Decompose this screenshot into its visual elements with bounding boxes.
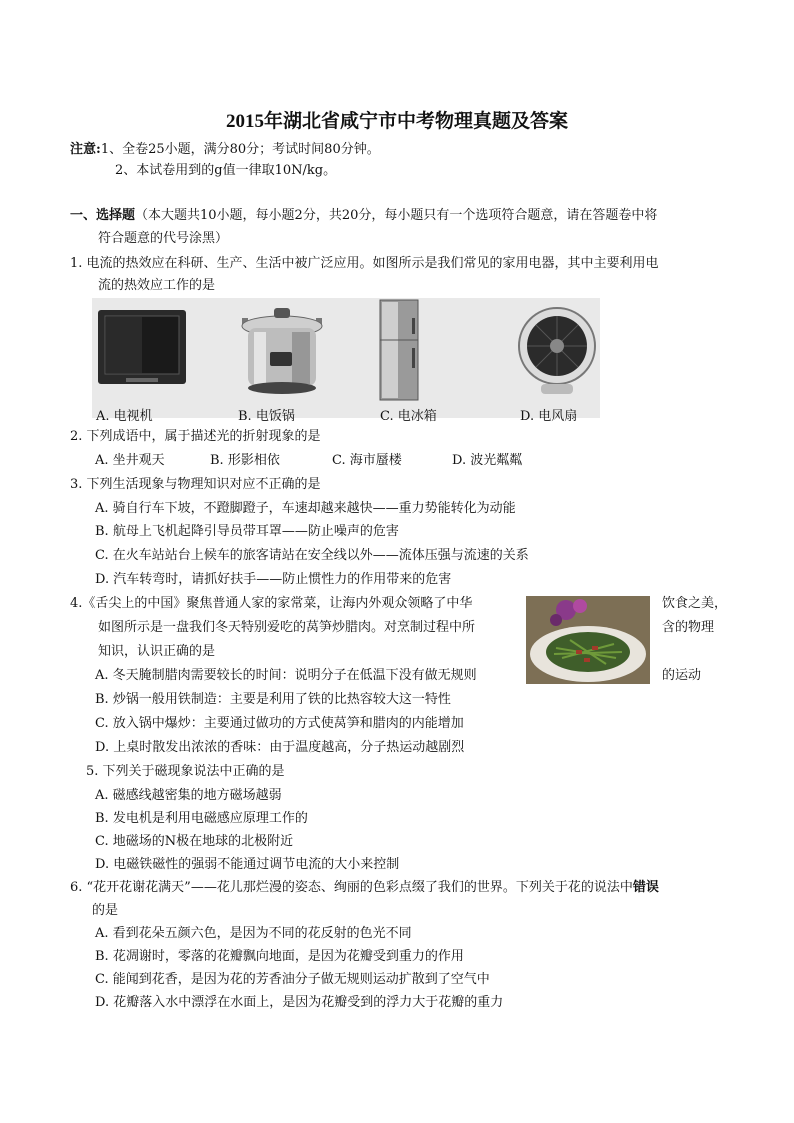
notice-line-1 <box>70 141 380 159</box>
q2-option-d: D. 波光粼粼 <box>452 453 523 468</box>
q6-option-d: D. 花瓣落入水中漂浮在水面上，是因为花瓣受到的浮力大于花瓣的重力 <box>95 995 504 1010</box>
notice-label: 注意: <box>70 142 101 157</box>
section-heading-note: （本大题共10小题，每小题2分，共20分，每小题只有一个选项符合题意，请在答题卷中将 <box>135 208 658 223</box>
section-heading-label: 一、选择题 <box>70 208 136 223</box>
q4-stem-line-3: 知识，认识正确的是 <box>98 644 216 659</box>
q4-option-a-part-1: A. 冬天腌制腊肉需要较长的时间：说明分子在低温下没有做无规则 <box>95 668 477 683</box>
q4-stem-line-1b: 饮食之美， <box>662 596 728 611</box>
q5-stem: 5. 下列关于磁现象说法中正确的是 <box>86 764 285 779</box>
q1-caption-a: A. 电视机 <box>96 409 153 424</box>
q4-option-b: B. 炒锅一般用铁制造：主要是利用了铁的比热容较大这一特性 <box>95 692 451 707</box>
stir-fry-dish-photo <box>526 596 650 684</box>
q4-option-c: C. 放入锅中爆炒：主要通过做功的方式使莴笋和腊肉的内能增加 <box>95 716 464 731</box>
q6-option-c: C. 能闻到花香，是因为花的芳香油分子做无规则运动扩散到了空气中 <box>95 972 490 987</box>
q1-stem-line-2: 流的热效应工作的是 <box>98 278 216 293</box>
q3-option-a: A. 骑自行车下坡，不蹬脚蹬子，车速却越来越快——重力势能转化为动能 <box>95 501 516 516</box>
q2-stem: 2. 下列成语中，属于描述光的折射现象的是 <box>70 429 321 444</box>
refrigerator-image <box>374 298 424 402</box>
q3-option-d: D. 汽车转弯时，请抓好扶手——防止惯性力的作用带来的危害 <box>95 572 452 587</box>
q4-stem-line-2a: 如图所示是一盘我们冬天特别爱吃的莴笋炒腊肉。对烹制过程中所 <box>98 620 476 635</box>
notice-line-2: 2、本试卷用到的g值一律取10N/kg。 <box>115 163 337 178</box>
tv-image <box>96 308 188 388</box>
q3-stem: 3. 下列生活现象与物理知识对应不正确的是 <box>70 477 321 492</box>
notice-text-1: 1、全卷25小题，满分80分；考试时间80分钟。 <box>100 142 380 157</box>
q2-option-c: C. 海市蜃楼 <box>332 453 402 468</box>
q5-option-d: D. 电磁铁磁性的强弱不能通过调节电流的大小来控制 <box>95 857 400 872</box>
q4-stem-line-2b: 含的物理 <box>662 620 715 635</box>
section-heading <box>70 207 657 225</box>
q6-stem-line-1 <box>70 879 659 897</box>
q6-option-a: A. 看到花朵五颜六色，是因为不同的花反射的色光不同 <box>95 926 412 941</box>
rice-cooker-image <box>232 306 332 398</box>
q6-option-b: B. 花凋谢时，零落的花瓣飘向地面，是因为花瓣受到重力的作用 <box>95 949 464 964</box>
q1-caption-c: C. 电冰箱 <box>380 409 437 424</box>
q1-appliance-image-strip <box>92 298 600 418</box>
electric-fan-image <box>517 304 603 400</box>
section-heading-note-2: 符合题意的代号涂黑） <box>98 231 229 246</box>
q1-caption-d: D. 电风扇 <box>520 409 578 424</box>
q6-stem-line-2: 的是 <box>92 903 119 918</box>
q2-option-b: B. 形影相依 <box>210 453 280 468</box>
q5-option-a: A. 磁感线越密集的地方磁场越弱 <box>95 788 282 803</box>
q3-option-b: B. 航母上飞机起降引导员带耳罩——防止噪声的危害 <box>95 524 399 539</box>
q1-caption-b: B. 电饭锅 <box>238 409 295 424</box>
page-title: 2015年湖北省咸宁市中考物理真题及答案 <box>225 111 568 132</box>
q4-stem-line-1a: 4.《舌尖上的中国》聚焦普通人家的家常菜，让海内外观众领略了中华 <box>70 596 473 611</box>
q5-option-b: B. 发电机是利用电磁感应原理工作的 <box>95 811 308 826</box>
q6-stem-emphasis: 错误 <box>632 880 659 895</box>
q3-option-c: C. 在火车站站台上候车的旅客请站在安全线以外——流体压强与流速的关系 <box>95 548 529 563</box>
q4-option-d: D. 上桌时散发出浓浓的香味：由于温度越高，分子热运动越剧烈 <box>95 740 465 755</box>
q4-option-a-part-2: 的运动 <box>662 668 702 683</box>
q2-option-a: A. 坐井观天 <box>95 453 165 468</box>
q6-stem-text: 6. “花开花谢花满天”——花儿那烂漫的姿态、绚丽的色彩点缀了我们的世界。下列关于花的说法中 <box>70 880 633 895</box>
q1-stem-line-1: 1. 电流的热效应在科研、生产、生活中被广泛应用。如图所示是我们常见的家用电器，其中主要利用电 <box>70 256 659 271</box>
q5-option-c: C. 地磁场的N极在地球的北极附近 <box>95 834 294 849</box>
